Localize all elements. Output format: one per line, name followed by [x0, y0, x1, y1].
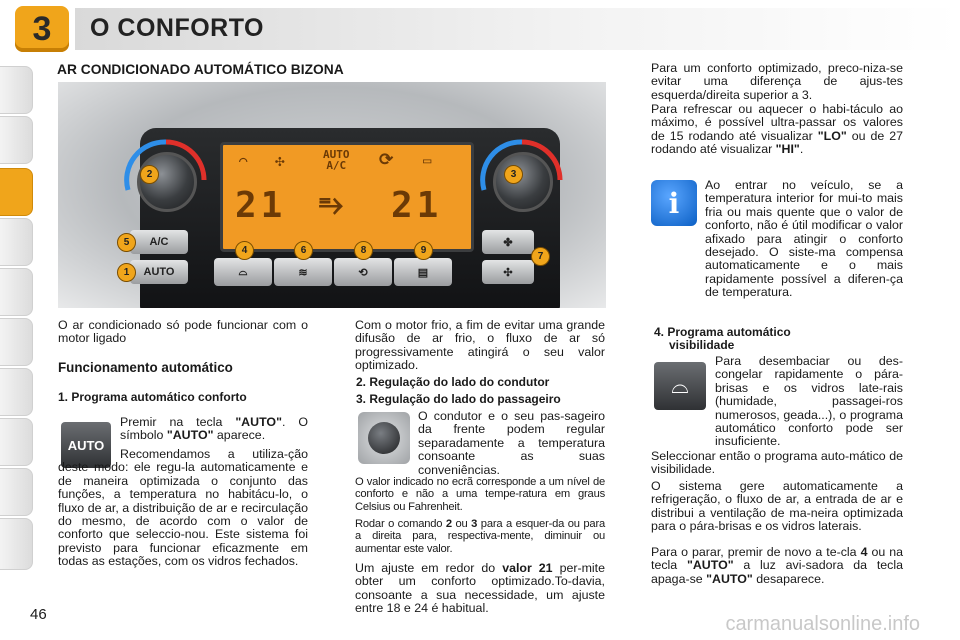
- side-tab-1[interactable]: [0, 66, 33, 114]
- windscreen-icon: ⌓: [238, 265, 248, 278]
- callout-1: 1: [117, 263, 136, 282]
- seat-airflow-display-icon: ⥱: [319, 187, 343, 222]
- recirculation-button[interactable]: [334, 258, 392, 286]
- side-tab-2[interactable]: [0, 116, 33, 164]
- chapter-number: 3: [32, 9, 52, 48]
- climate-panel-photo: [58, 82, 606, 308]
- display-ac-text: A/C: [326, 159, 347, 172]
- chapter-title: O CONFORTO: [90, 14, 264, 42]
- section-heading: AR CONDICIONADO AUTOMÁTICO BIZONA: [57, 62, 344, 77]
- fan-display-icon: ✣: [275, 151, 285, 170]
- side-tab-3-active[interactable]: [0, 168, 33, 216]
- side-tab-4[interactable]: [0, 218, 33, 266]
- display-auto-text: AUTO: [323, 148, 350, 161]
- climate-display: [220, 142, 474, 252]
- ac-button[interactable]: [130, 230, 188, 254]
- auto-icon-label: AUTO: [67, 437, 105, 453]
- cold-engine-text: Com o motor frio, a fim de evitar uma grande difusão de ar frio, o fluxo de ar só progressivamente atingirá o seu valor optimizado.: [355, 318, 605, 373]
- rotate-control-text: Rodar o comando 2 ou 3 para a esquer-da ou para a direita para, respectiva-mente, diminuir ou aumentar este valor.: [355, 518, 605, 555]
- windscreen-defrost-icon: ⌓: [671, 373, 689, 398]
- side-tab-5[interactable]: [0, 268, 33, 316]
- callout-3: 3: [504, 165, 523, 184]
- separate-regulation-text: O condutor e o seu pas-sageiro da frente podem regular separadamente a temperatura consoante as suas conveniências.: [418, 409, 605, 477]
- callout-6: 6: [294, 241, 313, 260]
- distribution-button[interactable]: [274, 258, 332, 286]
- defog-text: Para desembaciar ou des-congelar rapidamente o pára-brisas e os vidros late-rais (humidade, passagei-ros numerosos, geada...), o programa automático conforto pode ser insuficiente.: [715, 354, 903, 449]
- side-tab-8[interactable]: [0, 418, 33, 466]
- callout-7: 7: [531, 247, 550, 266]
- auto-section-title: Funcionamento automático: [58, 360, 233, 375]
- side-tab-10[interactable]: [0, 518, 33, 570]
- rear-defrost-display-icon: ▭: [423, 153, 432, 169]
- callout-2: 2: [140, 165, 159, 184]
- optimal-value-text: Um ajuste em redor do valor 21 per-mite obter um conforto optimizado.To-davia, consoante a sua necessidade, um ajuste entre 18 e 24 é habitual.: [355, 561, 606, 616]
- recirc-icon: ⟲: [358, 266, 368, 279]
- select-visibility-text: Seleccionar então o programa auto-mático de visibilidade.: [651, 449, 903, 477]
- stop-program-text: Para o parar, premir de novo a te-cla 4 ou na tecla "AUTO" a luz avi-sadora da tecla apaga-se "AUTO" desaparece.: [651, 545, 903, 586]
- visibility-button[interactable]: [214, 258, 272, 286]
- lo-hi-text: Para refrescar ou aquecer o habi-táculo ao máximo, é possível ultra-passar os valores de 15 rodando até visualizar "LO" ou de 27 rodando até visualizar "HI".: [651, 102, 903, 157]
- airflow-icon: ≋: [298, 266, 308, 279]
- temp-knob-icon: [368, 422, 400, 454]
- driver-side-title: 2. Regulação do lado do condutor: [356, 375, 550, 389]
- callout-9: 9: [414, 241, 433, 260]
- info-icon: i: [651, 180, 697, 226]
- rear-defrost-button[interactable]: [394, 258, 452, 286]
- recirc-display-icon: ⟳: [379, 150, 394, 170]
- chapter-badge: [15, 6, 69, 52]
- callout-5: 5: [117, 233, 136, 252]
- auto-press-text: Premir na tecla "AUTO". O símbolo "AUTO" aparece.: [120, 415, 308, 443]
- fan-up-button[interactable]: [482, 230, 534, 254]
- info-text: Ao entrar no veículo, se a temperatura interior for mui-to mais fria ou mais quente que o valor de conforto, não é útil modificar o valor afixado para atingir o conforto desejado. O siste-ma compensa automaticamente e o mais rapidamente possível a diferen-ça de temperatura.: [705, 178, 903, 300]
- auto-button[interactable]: [130, 260, 188, 284]
- side-tab-6[interactable]: [0, 318, 33, 366]
- watermark-text: carmanualsonline.info: [725, 613, 920, 635]
- callout-4: 4: [235, 241, 254, 260]
- display-temp-left: 21: [235, 185, 287, 226]
- passenger-side-title: 3. Regulação do lado do passageiro: [356, 392, 561, 406]
- auto-recommend-text: Recomendamos a utiliza-ção deste modo: ele regu-la automaticamente e de maneira optimizada o conjunto das funções, a temperatura no habitácu-lo, o fluxo de ar, a distribuição de ar e recirculação do mesmo, de acordo com o valor de conforto que seleccio-nou. Este sistema foi previsto para funcionar eficazmente em todas as estações, com os vidros fechados.: [58, 447, 308, 569]
- passenger-temp-knob[interactable]: [493, 152, 553, 212]
- side-tab-9[interactable]: [0, 468, 33, 516]
- defrost-display-icon: ⌒: [239, 153, 248, 169]
- knob-image: [358, 412, 410, 464]
- fan-large-icon: ✤: [503, 236, 513, 249]
- callout-8: 8: [354, 241, 373, 260]
- comfort-program-title: 1. Programa automático conforto: [58, 390, 247, 404]
- auto-button-label: AUTO: [143, 266, 175, 278]
- difference-text: Para um conforto optimizado, preco-niza-se evitar uma diferença de ajus-tes esquerda/direita superior a 3.: [651, 61, 903, 102]
- intro-text: O ar condicionado só pode funcionar com o motor ligado: [58, 318, 308, 346]
- system-manages-text: O sistema gere automaticamente a refrigeração, o fluxo de ar, a entrada de ar e distribui a ventilação de ma-neira optimizada para o pára-brisas e os vidros laterais.: [651, 479, 903, 534]
- side-tab-7[interactable]: [0, 368, 33, 416]
- rear-window-icon: ▤: [417, 266, 429, 279]
- fan-small-icon: ✣: [503, 266, 513, 279]
- fan-down-button[interactable]: [482, 260, 534, 284]
- display-temp-right: 21: [391, 185, 443, 226]
- display-value-note: O valor indicado no ecrã corresponde a um nível de conforto e não a uma tempe-ratura em graus Celsius ou Fahrenheit.: [355, 476, 605, 513]
- page-number: 46: [30, 606, 47, 623]
- ac-button-label: A/C: [149, 236, 169, 248]
- visibility-program-title: 4. Programa automático visibilidade: [654, 325, 791, 353]
